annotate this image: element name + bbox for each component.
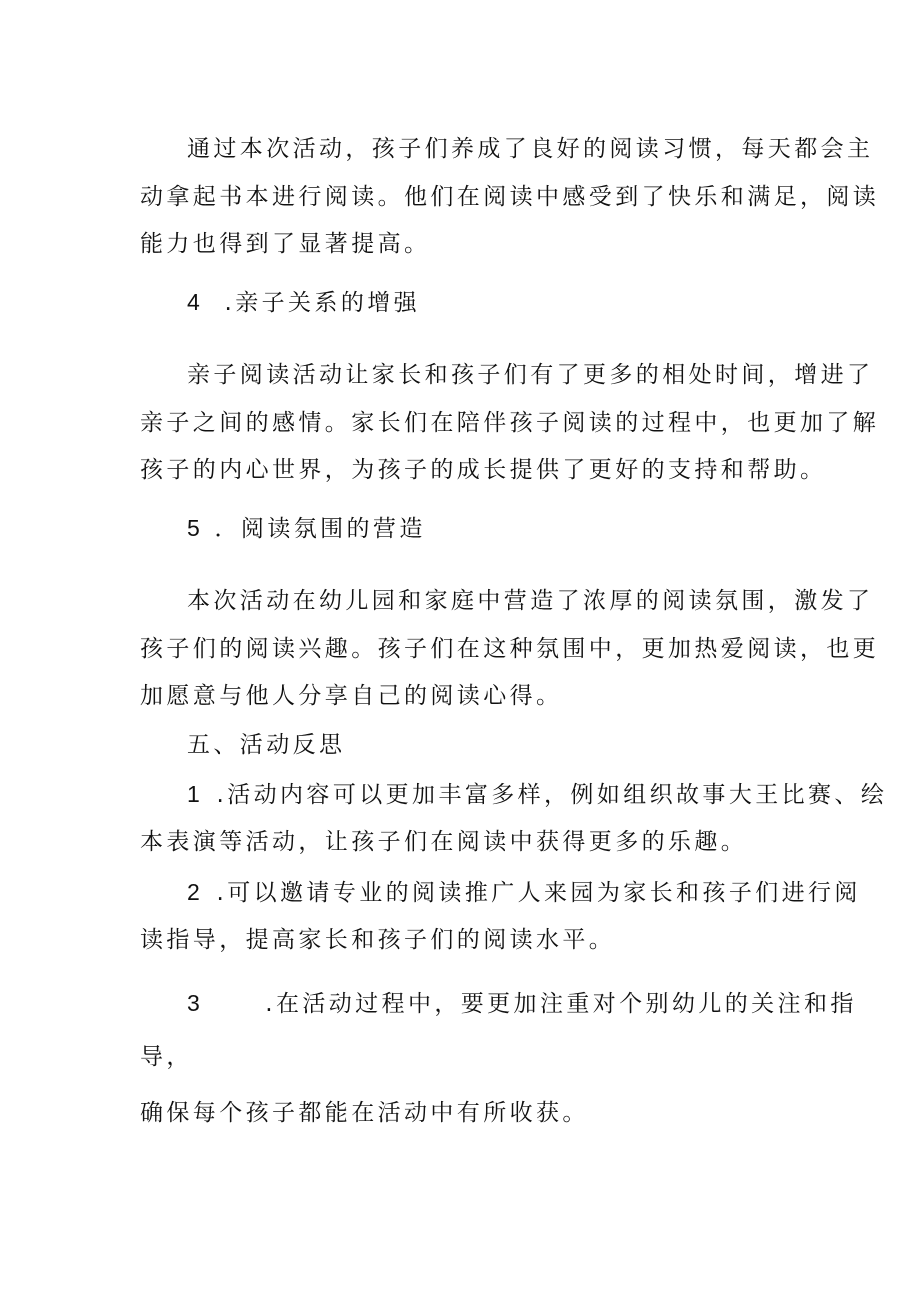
reflection-item-1: [187, 778, 887, 810]
section-title-reflection: 五、活动反思: [187, 732, 346, 758]
item-text: .在活动过程中，要更加注重对个别幼儿的关注和指: [265, 991, 857, 1017]
heading-parent-child-relationship: [187, 286, 420, 318]
item-number: 2: [187, 879, 200, 905]
paragraph-line: 通过本次活动，孩子们养成了良好的阅读习惯，每天都会主: [187, 136, 874, 162]
reflection-item-3-continuation: 导，: [140, 1044, 193, 1070]
item-text: .活动内容可以更加丰富多样，例如组织故事大王比赛、绘: [216, 782, 888, 808]
heading-reading-atmosphere: [187, 512, 426, 544]
paragraph-line: 能力也得到了显著提高。: [140, 231, 431, 257]
paragraph-line: 亲子阅读活动让家长和孩子们有了更多的相处时间，增进了: [187, 362, 874, 388]
item-text: .可以邀请专业的阅读推广人来园为家长和孩子们进行阅: [216, 880, 861, 906]
paragraph-line: 孩子们的阅读兴趣。孩子们在这种氛围中，更加热爱阅读，也更: [140, 636, 880, 662]
item-number: 3: [187, 990, 200, 1016]
reflection-item-1-continuation: 本表演等活动，让孩子们在阅读中获得更多的乐趣。: [140, 829, 748, 855]
heading-number: 5: [187, 515, 200, 541]
reflection-item-2-continuation: 读指导，提高家长和孩子们的阅读水平。: [140, 927, 616, 953]
heading-text: ．阅读氛围的营造: [214, 516, 426, 542]
reflection-item-2: [187, 876, 861, 908]
reflection-item-3: [187, 987, 857, 1019]
heading-text: .亲子关系的增强: [224, 290, 421, 316]
reflection-item-3-continuation: 确保每个孩子都能在活动中有所收获。: [140, 1100, 589, 1126]
paragraph-line: 加愿意与他人分享自己的阅读心得。: [140, 683, 563, 709]
paragraph-line: 孩子的内心世界，为孩子的成长提供了更好的支持和帮助。: [140, 457, 827, 483]
heading-number: 4: [187, 289, 200, 315]
paragraph-line: 亲子之间的感情。家长们在陪伴孩子阅读的过程中，也更加了解: [140, 410, 880, 436]
paragraph-line: 动拿起书本进行阅读。他们在阅读中感受到了快乐和满足，阅读: [140, 184, 880, 210]
item-number: 1: [187, 781, 200, 807]
paragraph-line: 本次活动在幼儿园和家庭中营造了浓厚的阅读氛围，激发了: [187, 588, 874, 614]
